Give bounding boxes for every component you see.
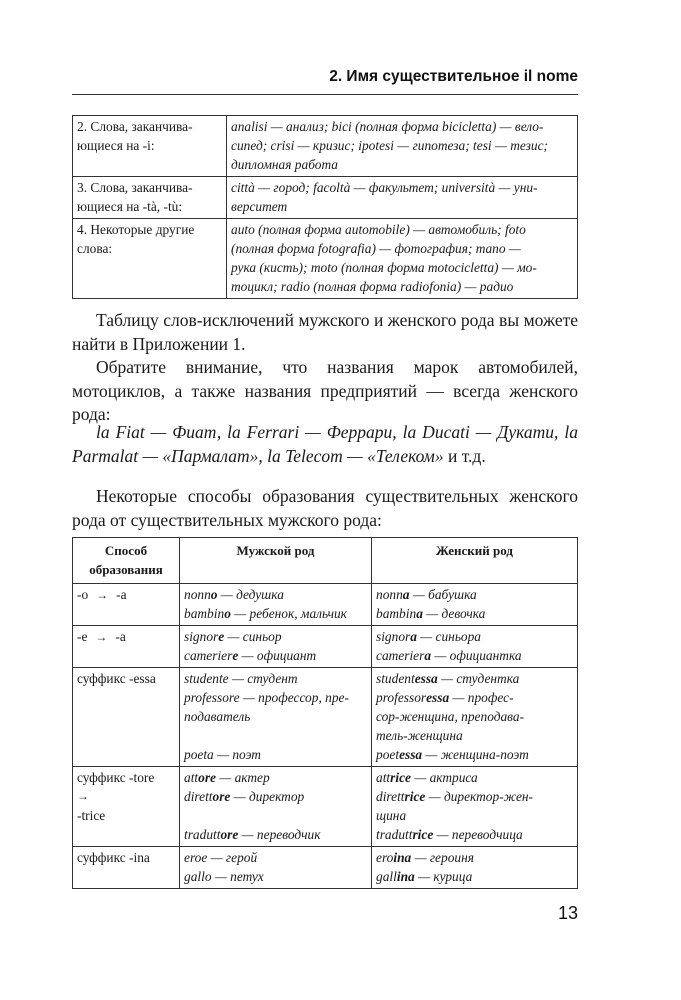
row-label: 4. Некоторые другие слова: (73, 219, 227, 299)
header-rule (72, 94, 578, 95)
masculine-cell: eroe — герой gallo — петух (180, 847, 372, 889)
feminine-cell: signora — синьора cameriera — официантка (372, 626, 578, 668)
method-cell: -e → -a (73, 626, 180, 668)
arrow-right-icon: → (96, 588, 109, 602)
paragraph-brands-note: Обратите внимание, что названия марок автомобилей, мотоциклов, а также названия предприятий — всегда женского рода: (72, 357, 578, 424)
table-row (73, 584, 578, 626)
table-row (73, 219, 578, 299)
feminine-cell: eroina — героиня gallina — курица (372, 847, 578, 889)
method-cell: суффикс -essa (73, 668, 180, 767)
feminine-cell: attrice — актриса direttrice — директор-жен- щина traduttrice — переводчица (372, 767, 578, 847)
column-header-masculine: Мужской род (180, 538, 372, 584)
exceptions-table (72, 115, 578, 299)
running-head: 2. Имя существительное il nome (329, 68, 578, 85)
row-examples: auto (полная форма automobile) — автомобиль; foto (полная форма fotografia) — фотография; mano — рука (кисть); moto (полная форма motocicletta) — мо- тоцикл; radio (полная форма radiofonia) — радио (227, 219, 578, 299)
gender-formation-table (72, 537, 578, 889)
page-number: 13 (557, 903, 578, 923)
feminine-cell: nonna — бабушка bambina — девочка (372, 584, 578, 626)
column-header-method: Способ образования (73, 538, 180, 584)
masculine-cell: studente — студент professore — профессор, пре- подаватель poeta — поэт (180, 668, 372, 767)
table-row (73, 116, 578, 177)
paragraph-formation-intro: Некоторые способы образования существительных женского рода от существительных мужского рода: (72, 486, 578, 530)
column-header-feminine: Женский род (372, 538, 578, 584)
table-row (73, 767, 578, 847)
arrow-right-icon: → (95, 630, 108, 644)
row-examples: città — город; facoltà — факультет; università — уни- верситет (227, 177, 578, 219)
method-cell: суффикс -tore → -trice (73, 767, 180, 847)
arrow-right-icon: → (77, 789, 89, 803)
paragraph-appendix-note: Таблицу слов-исключений мужского и женского рода вы можете найти в Приложении 1. (72, 310, 578, 354)
feminine-cell: studentessa — студентка professoressa — профес- сор-женщина, преподава- тель-женщина poetessa — женщина-поэт (372, 668, 578, 767)
table-row (73, 847, 578, 889)
masculine-cell: attore — актер direttore — директор traduttore — переводчик (180, 767, 372, 847)
masculine-cell: nonno — дедушка bambino — ребенок, мальчик (180, 584, 372, 626)
table-row (73, 626, 578, 668)
row-label: 2. Слова, заканчива- ющиеся на -i: (73, 116, 227, 177)
table-header-row (73, 538, 578, 584)
paragraph-brand-examples: la Fiat — Фиат, la Ferrari — Феррари, la Ducati — Дукати, la Parmalat — «Пармалат», la Telecom — «Телеком» и т.д. (72, 422, 578, 466)
method-cell: суффикс -ina (73, 847, 180, 889)
row-label: 3. Слова, заканчива- ющиеся на -tà, -tù: (73, 177, 227, 219)
table-row (73, 177, 578, 219)
method-cell: -o → -a (73, 584, 180, 626)
table-row (73, 668, 578, 767)
row-examples: analisi — анализ; bici (полная форма bicicletta) — вело- сипед; crisi — кризис; ipotesi — гипотеза; tesi — тезис; дипломная работа (227, 116, 578, 177)
masculine-cell: signore — синьор cameriere — официант (180, 626, 372, 668)
